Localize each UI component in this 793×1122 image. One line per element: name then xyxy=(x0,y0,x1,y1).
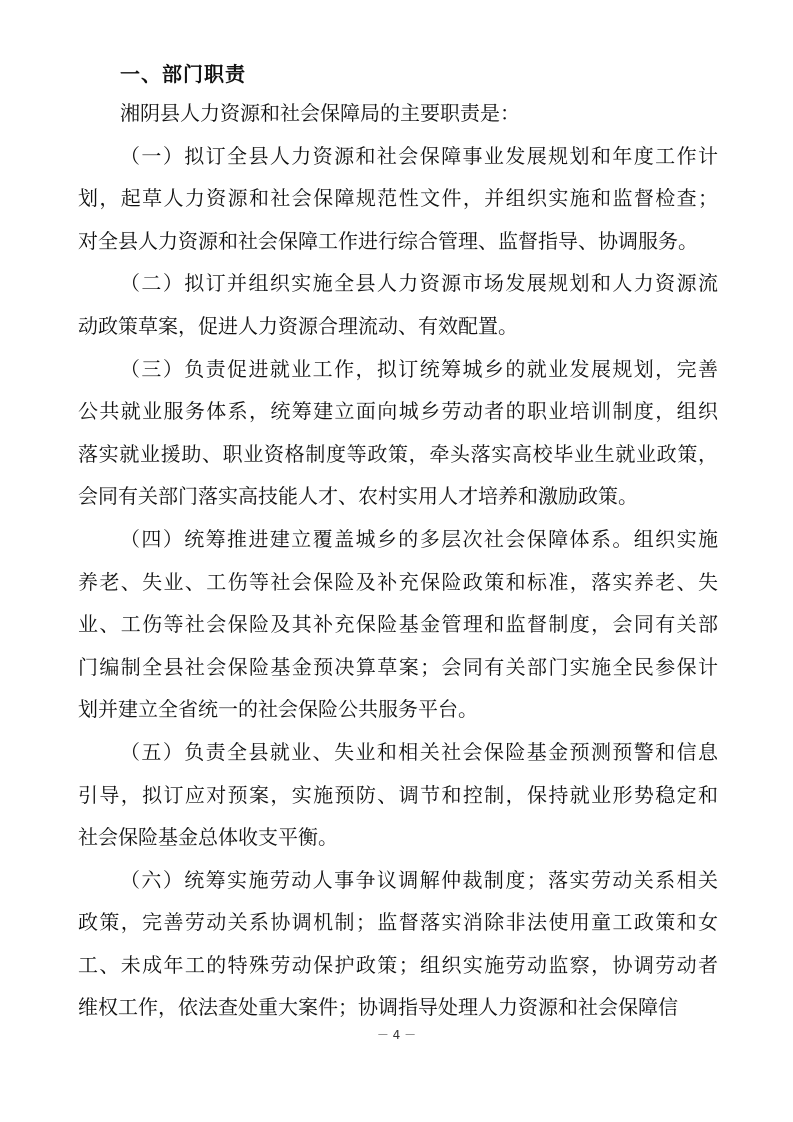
paragraph-1-line-3: 对全县人力资源和社会保障工作进行综合管理、监督指导、协调服务。 xyxy=(78,228,698,253)
paragraph-1-line-2: 划，起草人力资源和社会保障规范性文件，并组织实施和监督检查； xyxy=(78,186,718,211)
paragraph-2-line-2: 动政策草案，促进人力资源合理流动、有效配置。 xyxy=(78,313,518,338)
paragraph-4-line-4: 门编制全县社会保险基金预决算草案；会同有关部门实施全民参保计 xyxy=(78,654,718,679)
paragraph-4-line-3: 业、工伤等社会保险及其补充保险基金管理和监督制度，会同有关部 xyxy=(78,612,718,637)
page-number: － 4 － xyxy=(376,1028,417,1042)
paragraph-4-line-5: 划并建立全省统一的社会保险公共服务平台。 xyxy=(78,697,478,722)
section-heading: 一、部门职责 xyxy=(120,62,246,86)
paragraph-3-line-3: 落实就业援助、职业资格制度等政策，牵头落实高校毕业生就业政策， xyxy=(78,441,718,466)
intro-line: 湘阴县人力资源和社会保障局的主要职责是： xyxy=(120,101,520,125)
paragraph-6-line-4: 维权工作，依法查处重大案件；协调指导处理人力资源和社会保障信 xyxy=(78,995,678,1020)
paragraph-1-line-1: （一）拟订全县人力资源和社会保障事业发展规划和年度工作计 xyxy=(120,143,718,168)
paragraph-4-line-2: 养老、失业、工伤等社会保险及补充保险政策和标准，落实养老、失 xyxy=(78,569,718,594)
paragraph-3-line-2: 公共就业服务体系，统筹建立面向城乡劳动者的职业培训制度，组织 xyxy=(78,399,718,424)
paragraph-6-line-2: 政策，完善劳动关系协调机制；监督落实消除非法使用童工政策和女 xyxy=(78,910,718,935)
paragraph-4-line-1: （四）统筹推进建立覆盖城乡的多层次社会保障体系。组织实施 xyxy=(120,526,718,551)
paragraph-3-line-1: （三）负责促进就业工作，拟订统筹城乡的就业发展规划，完善 xyxy=(120,356,718,381)
body-text xyxy=(78,92,718,1029)
paragraph-6-line-1: （六）统筹实施劳动人事争议调解仲裁制度；落实劳动关系相关 xyxy=(120,867,718,892)
paragraph-3-line-4: 会同有关部门落实高技能人才、农村实用人才培养和激励政策。 xyxy=(78,484,638,509)
paragraph-6-line-3: 工、未成年工的特殊劳动保护政策；组织实施劳动监察，协调劳动者 xyxy=(78,952,718,977)
paragraph-5-line-2: 引导，拟订应对预案，实施预防、调节和控制，保持就业形势稳定和 xyxy=(78,782,718,807)
paragraph-5-line-3: 社会保险基金总体收支平衡。 xyxy=(78,825,338,850)
paragraph-5-line-1: （五）负责全县就业、失业和相关社会保险基金预测预警和信息 xyxy=(120,739,718,764)
paragraph-2-line-1: （二）拟订并组织实施全县人力资源市场发展规划和人力资源流 xyxy=(120,271,718,296)
